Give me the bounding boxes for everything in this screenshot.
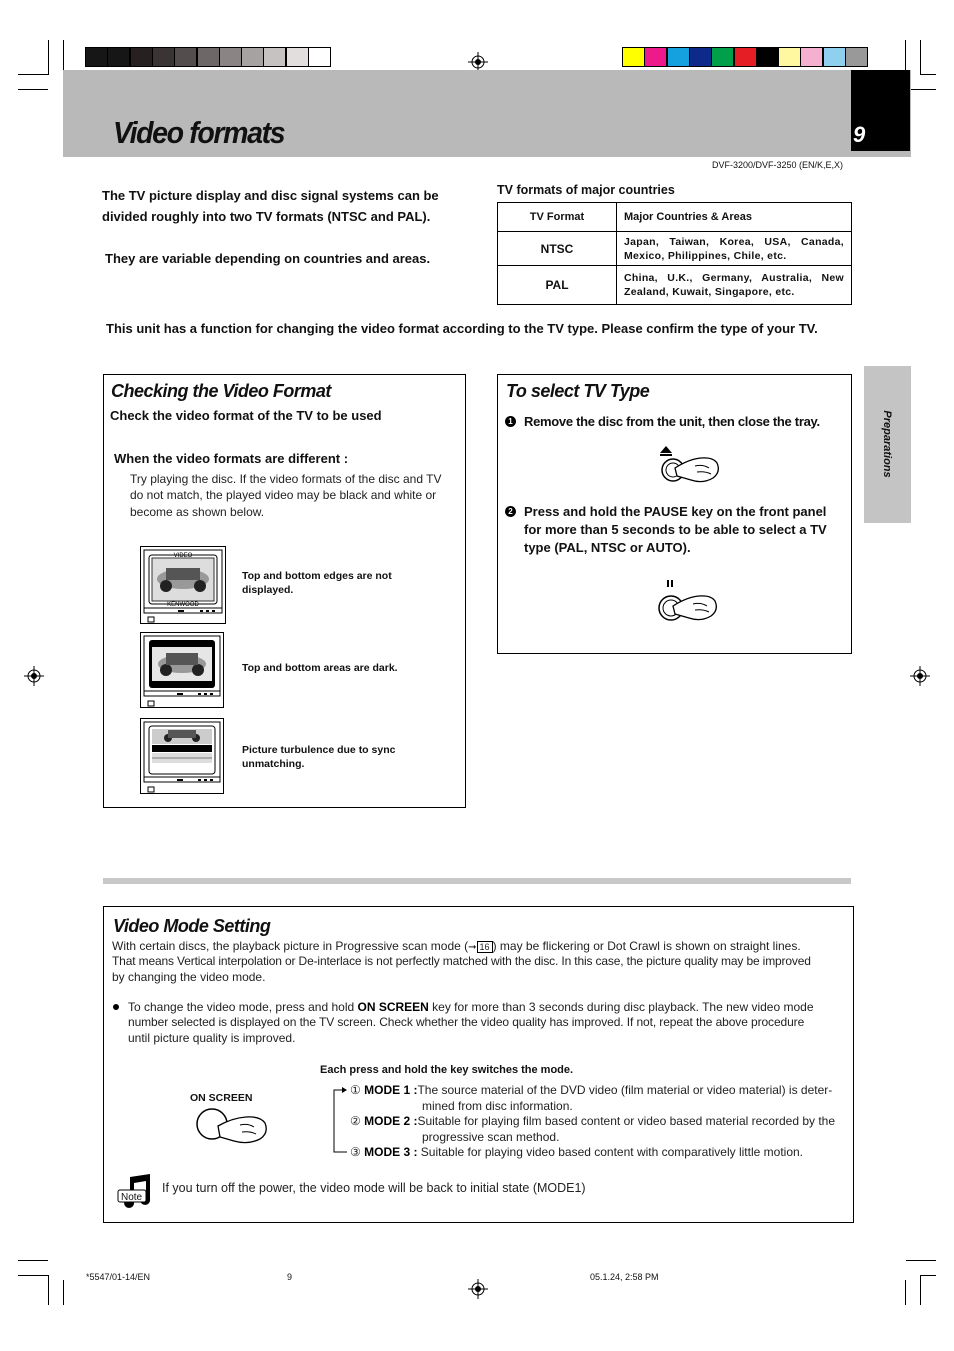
on-screen-button-press-icon bbox=[194, 1106, 270, 1146]
crop-mark bbox=[911, 89, 936, 90]
note-label: Note bbox=[121, 1192, 143, 1203]
crop-mark bbox=[18, 89, 48, 90]
color-swatch bbox=[756, 47, 779, 67]
table-header: TV Format bbox=[498, 203, 617, 232]
gray-swatch bbox=[174, 47, 197, 67]
crop-mark bbox=[905, 40, 906, 70]
tv-edges-cut-illustration bbox=[140, 546, 226, 624]
bullet-text bbox=[128, 999, 814, 1015]
notice-text: This unit has a function for changing the video format according to the TV type. Please confirm the type of your TV. bbox=[106, 321, 818, 336]
desc-line: become as shown below. bbox=[130, 505, 265, 519]
page-number: 9 bbox=[853, 122, 866, 147]
tv-label-top: VIDEO bbox=[173, 553, 193, 559]
page-ref-arrow-icon: ➞ bbox=[468, 942, 477, 953]
crop-mark bbox=[18, 1260, 48, 1261]
footer-page: 9 bbox=[287, 1272, 293, 1282]
crop-mark bbox=[905, 1280, 906, 1305]
mode-desc: The source material of the DVD video (film material or video material) is deter- bbox=[417, 1083, 833, 1097]
countries-line: China, U.K., Germany, Australia, New bbox=[624, 272, 844, 284]
tv-dark-areas-illustration bbox=[140, 632, 224, 708]
crop-mark bbox=[920, 74, 936, 75]
gray-swatch bbox=[308, 47, 331, 67]
bullet-key-name: ON SCREEN bbox=[357, 1000, 429, 1014]
mode-desc: Suitable for playing film based content or video based material recorded by the bbox=[417, 1114, 836, 1128]
note-music-icon bbox=[116, 1173, 154, 1209]
formats-table bbox=[497, 202, 852, 305]
crop-mark bbox=[63, 40, 64, 70]
desc-line: Try playing the disc. If the video formats of the disc and TV bbox=[130, 472, 442, 486]
footer-code: *5547/01-14/EN bbox=[86, 1272, 151, 1282]
mode-desc: Suitable for playing video based content with comparatively little motion. bbox=[420, 1145, 804, 1159]
note-text: If you turn off the power, the video mode will be back to initial state (MODE1) bbox=[162, 1181, 586, 1195]
color-swatch bbox=[734, 47, 757, 67]
table-cell-countries bbox=[617, 266, 852, 305]
tv-turbulence-illustration bbox=[140, 718, 224, 794]
bullet-text-part: To change the video mode, press and hold bbox=[128, 1000, 358, 1014]
color-swatch bbox=[689, 47, 712, 67]
tv-label-bottom: KENWOOD bbox=[167, 602, 199, 608]
color-swatch bbox=[667, 47, 690, 67]
example-caption: unmatching. bbox=[242, 758, 305, 770]
gray-swatch bbox=[85, 47, 108, 67]
mode-item bbox=[350, 1145, 803, 1159]
step-number-icon: 2 bbox=[505, 506, 516, 517]
crop-mark bbox=[920, 40, 921, 75]
example-caption: displayed. bbox=[242, 584, 294, 596]
table-row bbox=[498, 266, 852, 305]
checking-title: Checking the Video Format bbox=[111, 381, 331, 401]
eject-button-press-icon bbox=[655, 444, 723, 486]
page-ref: 16 bbox=[477, 941, 493, 953]
countries-line: Mexico, Philippines, Chile, etc. bbox=[624, 249, 787, 262]
table-row bbox=[498, 232, 852, 266]
mode-number: ① bbox=[350, 1083, 361, 1097]
when-heading: When the video formats are different : bbox=[114, 451, 349, 466]
mode-desc-cont: mined from disc information. bbox=[422, 1099, 573, 1113]
example-caption: Top and bottom areas are dark. bbox=[242, 662, 398, 674]
crop-mark bbox=[920, 1275, 921, 1305]
color-swatch bbox=[622, 47, 645, 67]
mode-desc-cont: progressive scan method. bbox=[422, 1130, 560, 1144]
registration-target-icon bbox=[24, 666, 44, 686]
step-number-icon: 1 bbox=[505, 416, 516, 427]
crop-mark bbox=[48, 1275, 49, 1305]
color-swatch bbox=[823, 47, 846, 67]
video-mode-paragraph: by changing the video mode. bbox=[112, 970, 266, 984]
mode-number: ③ bbox=[350, 1145, 361, 1159]
section-divider bbox=[103, 878, 851, 884]
registration-target-icon bbox=[468, 52, 488, 72]
step2-text: type (PAL, NTSC or AUTO). bbox=[524, 540, 691, 555]
registration-target-icon bbox=[910, 666, 930, 686]
select-tv-title: To select TV Type bbox=[506, 381, 650, 401]
on-screen-key-label: ON SCREEN bbox=[190, 1092, 253, 1104]
footer-stamp: 05.1.24, 2:58 PM bbox=[590, 1272, 659, 1282]
table-caption: TV formats of major countries bbox=[497, 183, 675, 197]
example-caption: Top and bottom edges are not bbox=[242, 570, 392, 582]
crop-mark bbox=[48, 40, 49, 75]
step2-text: for more than 5 seconds to be able to select a TV bbox=[524, 522, 827, 537]
crop-mark bbox=[18, 1275, 48, 1276]
model-number: DVF-3200/DVF-3250 (EN/K,E,X) bbox=[712, 160, 844, 170]
crop-mark bbox=[18, 74, 48, 75]
pause-button-press-icon bbox=[655, 578, 723, 624]
mode-name: MODE 2 : bbox=[364, 1114, 418, 1128]
gray-swatch bbox=[286, 47, 309, 67]
mode-item bbox=[350, 1083, 832, 1097]
intro-line: divided roughly into two TV formats (NTSC and PAL). bbox=[102, 209, 431, 224]
video-mode-paragraph: That means Vertical interpolation or De-interlace is not perfectly matched with the disc. In this case, the picture quality may be improved bbox=[112, 954, 811, 968]
countries-line: Zealand, Kuwait, Singapore, etc. bbox=[624, 286, 795, 298]
color-swatch bbox=[845, 47, 868, 67]
gray-swatch bbox=[107, 47, 130, 67]
bullet-text: number selected is displayed on the TV screen. Check whether the video quality has improved. If not, repeat the above procedure bbox=[128, 1015, 805, 1029]
color-swatch bbox=[711, 47, 734, 67]
bullet-icon bbox=[113, 1004, 119, 1010]
gray-swatch bbox=[263, 47, 286, 67]
bullet-text: until picture quality is improved. bbox=[128, 1031, 296, 1045]
intro-line: The TV picture display and disc signal systems can be bbox=[102, 188, 439, 203]
gray-swatch bbox=[241, 47, 264, 67]
color-swatch bbox=[644, 47, 667, 67]
video-mode-title: Video Mode Setting bbox=[113, 916, 271, 936]
intro-line: They are variable depending on countries and areas. bbox=[105, 251, 431, 266]
bullet-text-part: key for more than 3 seconds during disc playback. The new video mode bbox=[428, 1000, 814, 1014]
mode-name: MODE 1 : bbox=[364, 1083, 418, 1097]
table-cell-format: PAL bbox=[498, 266, 617, 305]
countries-line: Japan, Taiwan, Korea, USA, Canada, bbox=[624, 235, 844, 248]
checking-subtitle: Check the video format of the TV to be used bbox=[110, 408, 382, 423]
crop-mark bbox=[920, 1275, 936, 1276]
mode-name: MODE 3 : bbox=[364, 1145, 418, 1159]
table-cell-countries bbox=[617, 232, 852, 266]
mode-number: ② bbox=[350, 1114, 361, 1128]
page-title: Video formats bbox=[113, 115, 285, 150]
step2-text: Press and hold the PAUSE key on the front panel bbox=[524, 504, 827, 519]
table-cell-format: NTSC bbox=[498, 232, 617, 266]
color-swatch bbox=[778, 47, 801, 67]
crop-mark bbox=[906, 1260, 936, 1261]
press-heading: Each press and hold the key switches the mode. bbox=[320, 1064, 574, 1076]
section-side-tab-label: Preparations bbox=[881, 410, 893, 478]
example-caption: Picture turbulence due to sync bbox=[242, 744, 396, 756]
gray-swatch bbox=[152, 47, 175, 67]
gray-swatch bbox=[130, 47, 153, 67]
mode-item bbox=[350, 1114, 835, 1128]
gray-swatch bbox=[197, 47, 220, 67]
paragraph-text: With certain discs, the playback picture in Progressive scan mode ( bbox=[112, 939, 469, 953]
mode-cycle-arrow-icon bbox=[330, 1084, 350, 1156]
step1-text: Remove the disc from the unit, then close the tray. bbox=[524, 414, 820, 429]
gray-swatch bbox=[219, 47, 242, 67]
crop-mark bbox=[63, 1280, 64, 1305]
paragraph-text: ) may be flickering or Dot Crawl is shown on straight lines. bbox=[492, 939, 801, 953]
table-header: Major Countries & Areas bbox=[617, 203, 852, 232]
color-swatch bbox=[800, 47, 823, 67]
desc-line: do not match, the played video may be black and white or bbox=[130, 488, 437, 502]
registration-target-icon bbox=[468, 1279, 488, 1299]
table-header-row bbox=[498, 203, 852, 232]
